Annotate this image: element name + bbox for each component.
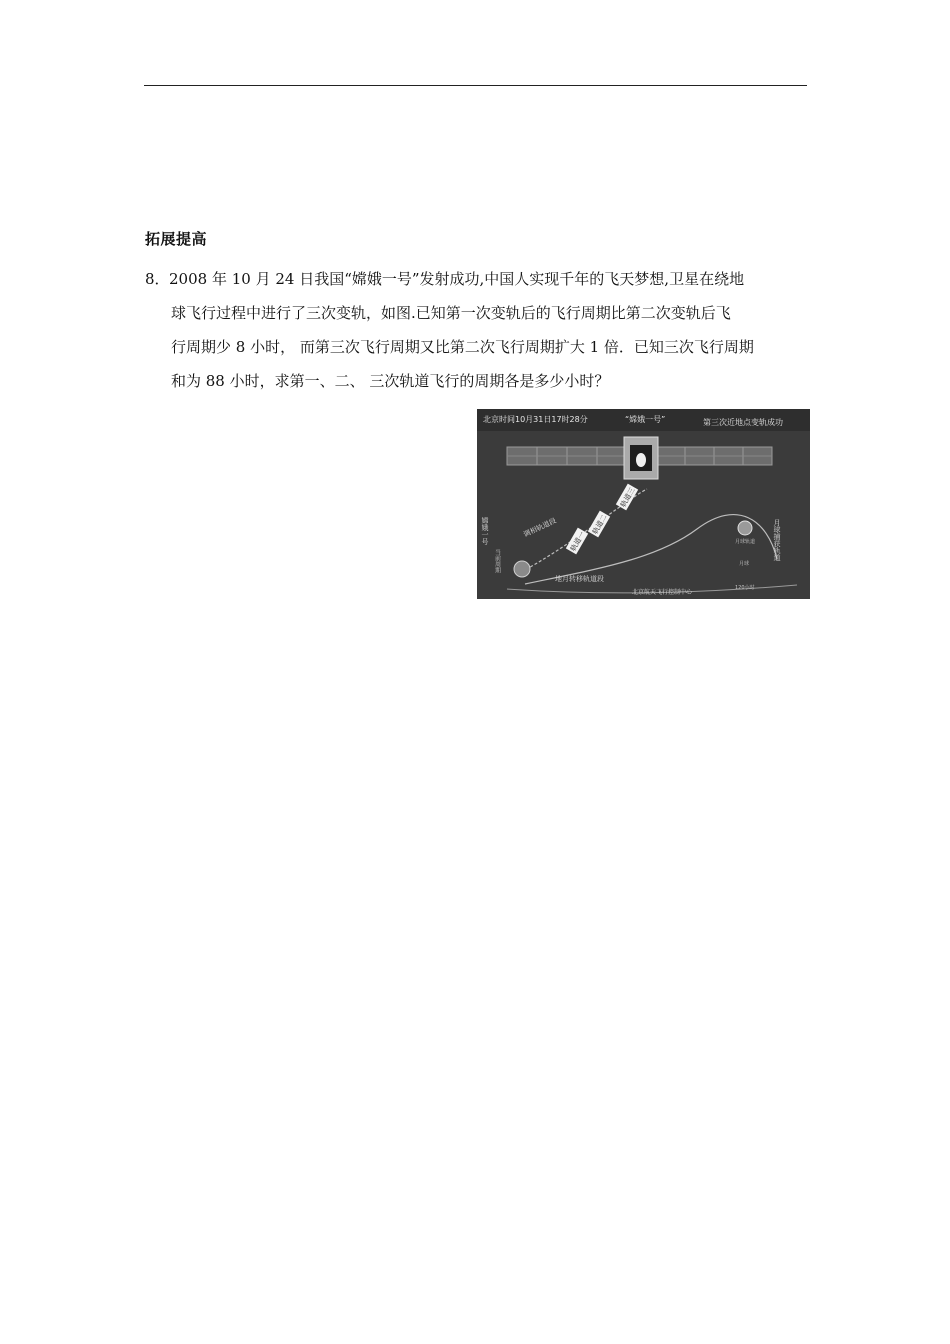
svg-text:轨道一: 轨道一 [569,530,587,553]
bottom-label: 北京航天飞行控制中心 [632,589,693,596]
left-label: 嫦娥一号 [481,517,489,545]
header-left: 北京时间10月31日17时28分 [483,415,588,424]
header-mid: “嫦娥一号” [625,415,666,424]
left-sub-label: 当前周期 [493,549,501,573]
orbit-figure [477,409,810,599]
arc-upper-label: 调相轨道段 [522,516,558,539]
header-right: 第三次近地点变轨成功 [703,418,783,427]
moon-note-2: 月球 [739,561,750,567]
moon-icon [738,521,752,535]
problem-number: 8． [145,270,170,288]
problem-line: 和为 88 小时，求第一、二、 三次轨道飞行的周期各是多少小时？ [171,372,610,390]
solar-panel-left [507,447,627,465]
svg-text:轨道二: 轨道二 [591,513,609,536]
earth-icon [514,561,530,577]
problem-line: 球飞行过程中进行了三次变轨，如图.已知第一次变轨后的飞行周期比第二次变轨后飞 [171,304,731,322]
problem-line: 行周期少 8 小时， 而第三次飞行周期又比第二次飞行周期扩大 1 倍．已知三次飞行周期 [171,338,754,356]
problem-line: 2008 年 10 月 24 日我国“嫦娥一号”发射成功,中国人实现千年的飞天梦想,卫星在绕地 [169,270,745,288]
right-label: 月球捕获轨道 [773,519,781,561]
moon-note-1: 月球轨道 [735,539,756,545]
satellite-body [624,437,658,479]
section-title: 拓展提高 [145,230,208,248]
bottom-right-label: 120小时 [735,585,755,591]
solar-panel-right [657,447,772,465]
orbit-diagram [477,409,810,599]
problem-text [171,262,811,398]
svg-text:轨道三: 轨道三 [619,486,637,509]
arc-lower-label: 地月转移轨道段 [555,575,604,583]
header-rule [144,85,807,86]
